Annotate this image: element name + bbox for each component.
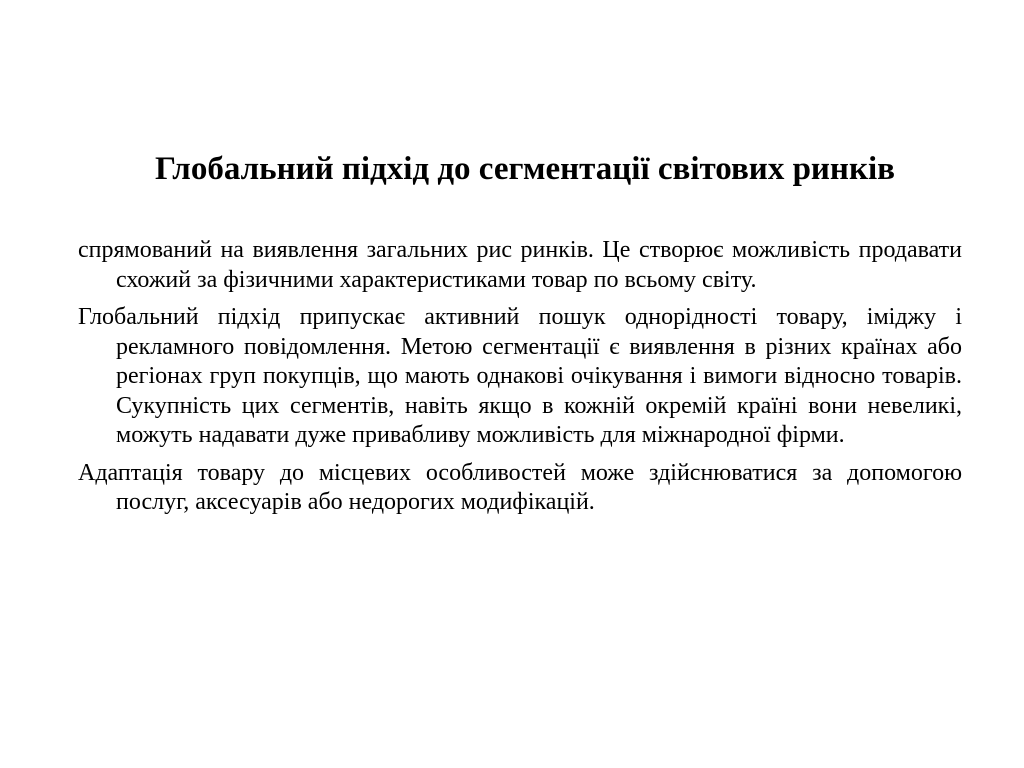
slide-body	[78, 236, 962, 526]
paragraph-3: Адаптація товару до місцевих особливостей може здійснюватися за допомогою послуг, аксесуарів або недорогих модифікацій.	[78, 459, 962, 515]
paragraph-1: спрямований на виявлення загальних рис ринків. Це створює можливість продавати схожий за фізичними характеристиками товар по всьому світу.	[78, 237, 962, 293]
slide-title: Глобальний підхід до сегментації світових ринків	[155, 151, 895, 187]
paragraph-2: Глобальний підхід припускає активний пошук однорідності товару, іміджу і рекламного повідомлення. Метою сегментації є виявлення в різних країнах або регіонах груп покупців, що мають однакові очікування і вимоги відносно товарів. Сукупність цих сегментів, навіть якщо в кожній окремій країні вони невеликі, можуть надавати дуже привабливу можливість для міжнародної фірми.	[78, 304, 962, 448]
